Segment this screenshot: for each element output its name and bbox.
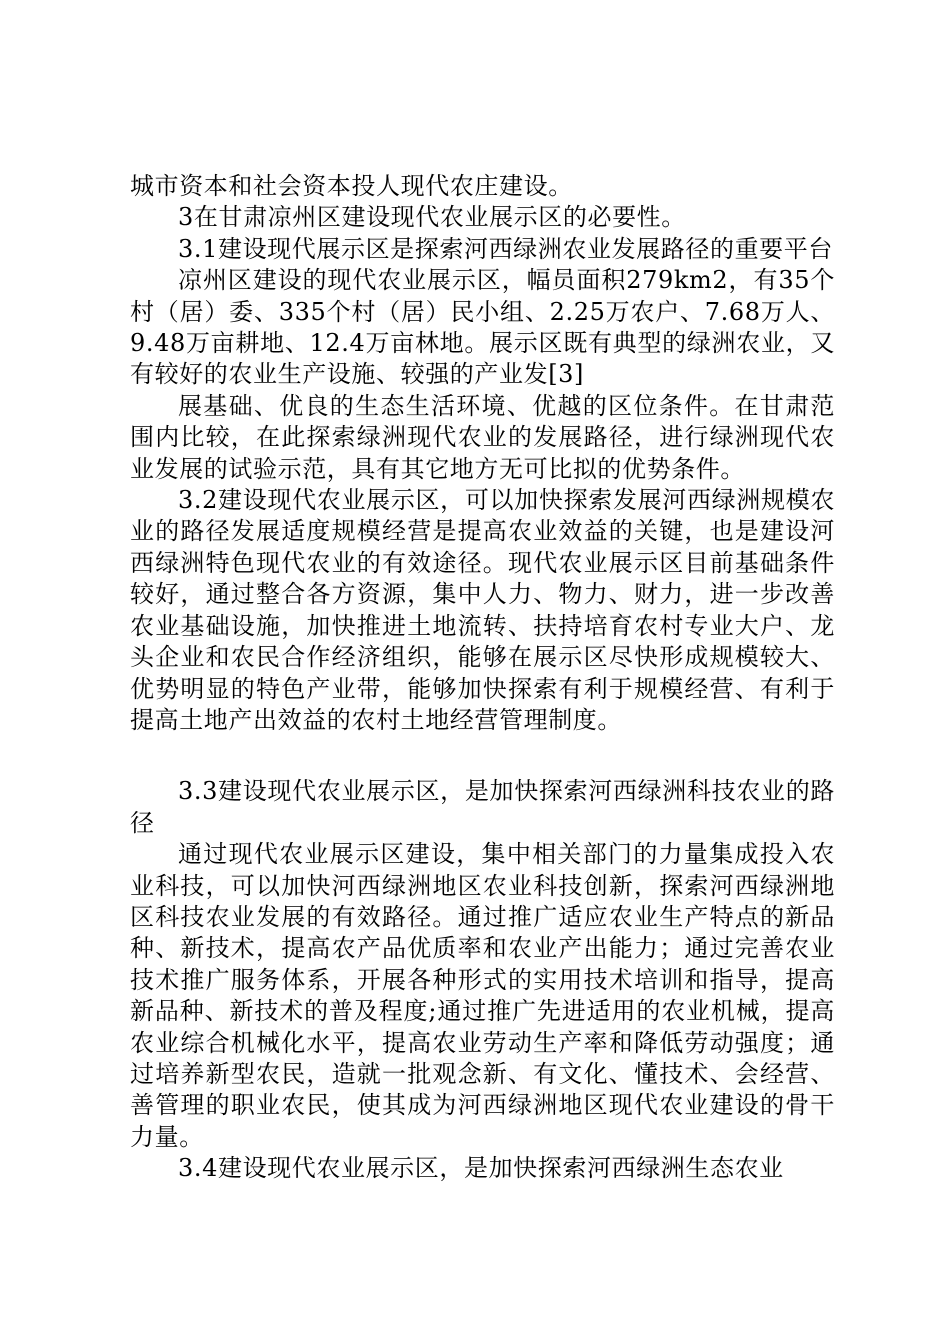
paragraph-spacer xyxy=(130,736,835,776)
section-3-heading: 3在甘肃凉州区建设现代农业展示区的必要性。 xyxy=(178,203,686,232)
section-3-4-heading: 3.4建设现代农业展示区，是加快探索河西绿洲生态农业 xyxy=(178,1154,784,1183)
paragraph-1: 城市资本和社会资本投人现代农庄建设。 xyxy=(130,172,573,200)
paragraph-advantages: 展基础、优良的生态生活环境、优越的区位条件。在甘肃范围内比较，在此探索绿洲现代农业的发展路径，进行绿洲现代农业发展的试验示范，具有其它地方无可比拟的优势条件。 xyxy=(130,391,835,483)
document-page xyxy=(130,171,835,1185)
paragraph-liangzhou-overview: 凉州区建设的现代农业展示区，幅员面积279km2，有35个村（居）委、335个村（居）民小组、2.25万农户、7.68万人、9.48万亩耕地、12.4万亩林地。展示区既有典型的绿洲农业，又有较好的农业生产设施、较强的产业发[3] xyxy=(130,266,835,389)
section-3-2-paragraph: 3.2建设现代农业展示区，可以加快探索发展河西绿洲规模农业的路径发展适度规模经营是提高农业效益的关键，也是建设河西绿洲特色现代农业的有效途径。现代农业展示区目前基础条件较好，通过整合各方资源，集中人力、物力、财力，进一步改善农业基础设施，加快推进土地流转、扶持培育农村专业大户、龙头企业和农民合作经济组织，能够在展示区尽快形成规模较大、优势明显的特色产业带，能够加快探索有利于规模经营、有利于提高土地产出效益的农村土地经营管理制度。 xyxy=(130,486,835,734)
section-3-1-heading: 3.1建设现代展示区是探索河西绿洲农业发展路径的重要平台 xyxy=(178,234,833,263)
paragraph-technology: 通过现代农业展示区建设，集中相关部门的力量集成投入农业科技，可以加快河西绿洲地区农业科技创新，探索河西绿洲地区科技农业发展的有效路径。通过推广适应农业生产特点的新品种、新技术，提高农产品优质率和农业产出能力；通过完善农业技术推广服务体系，开展各种形式的实用技术培训和指导，提高新品种、新技术的普及程度;通过推广先进适用的农业机械，提高农业综合机械化水平，提高农业劳动生产率和降低劳动强度；通过培养新型农民，造就一批观念新、有文化、懂技术、会经营、善管理的职业农民，使其成为河西绿洲地区现代农业建设的骨干力量。 xyxy=(130,840,835,1151)
section-3-3-heading: 3.3建设现代农业展示区，是加快探索河西绿洲科技农业的路径 xyxy=(130,777,835,837)
